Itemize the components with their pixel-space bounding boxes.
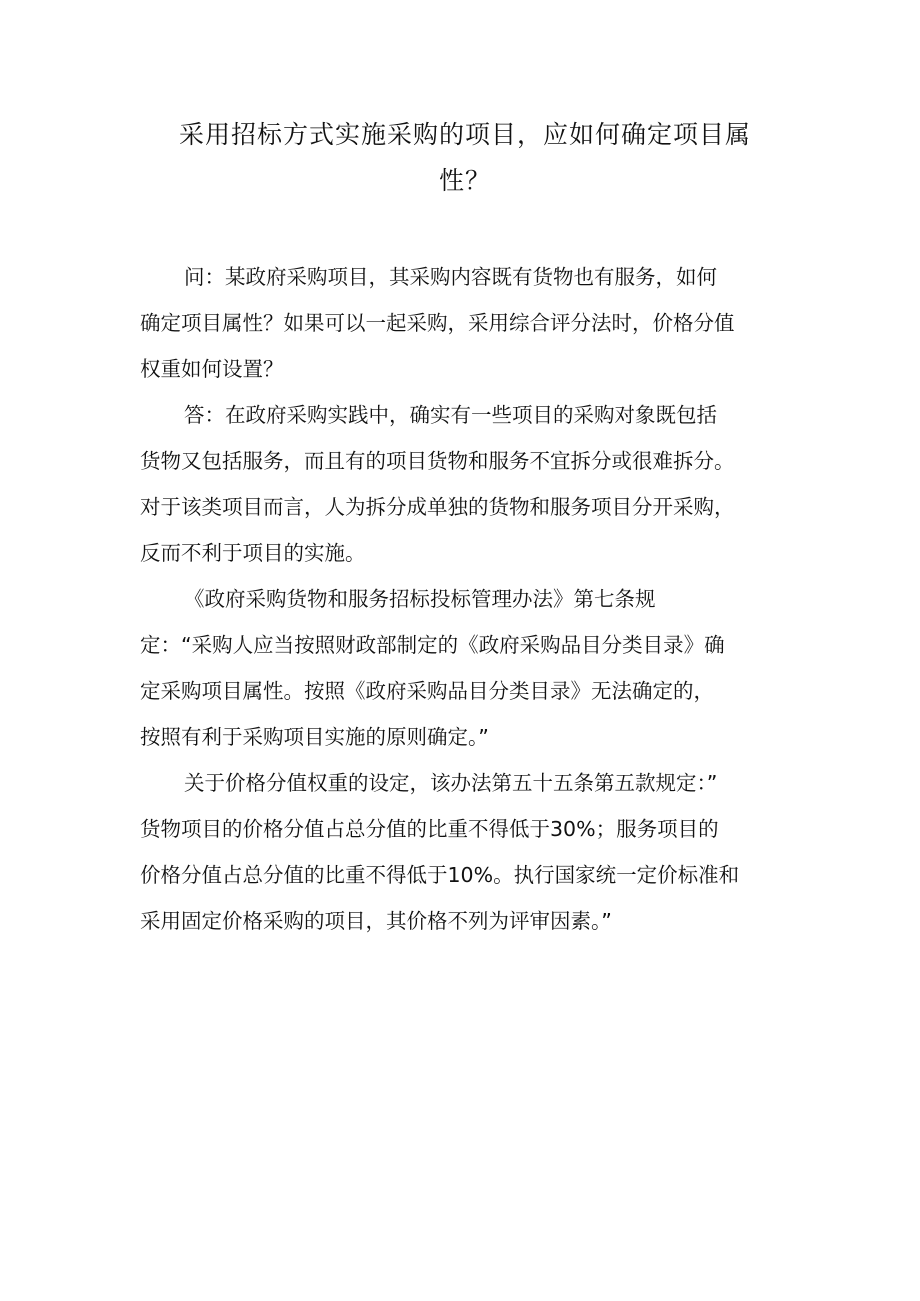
paragraph-line: 定采购项目属性。按照《政府采购品目分类目录》无法确定的，	[140, 679, 714, 703]
title-line-1: 采用招标方式实施采购的项目，应如何确定项目属	[178, 120, 751, 149]
document-title	[150, 112, 780, 204]
paragraph-line: 关于价格分值权重的设定，该办法第五十五条第五款规定：”	[184, 771, 718, 795]
regulation-paragraph	[140, 576, 804, 760]
title-line-2: 性？	[438, 166, 491, 195]
paragraph-line: 货物又包括服务，而且有的项目货物和服务不宜拆分或很难拆分。	[140, 449, 735, 473]
document-body	[140, 254, 804, 944]
paragraph-line: 问：某政府采购项目，其采购内容既有货物也有服务，如何	[184, 265, 717, 289]
paragraph-line: 采用固定价格采购的项目，其价格不列为评审因素。”	[140, 909, 612, 933]
price-weight-paragraph	[140, 760, 804, 944]
paragraph-line: 货物项目的价格分值占总分值的比重不得低于30%；服务项目的	[140, 817, 719, 841]
paragraph-line: 答：在政府采购实践中，确实有一些项目的采购对象既包括	[184, 403, 717, 427]
paragraph-line: 按照有利于采购项目实施的原则确定。”	[140, 725, 489, 749]
question-paragraph	[140, 254, 804, 392]
paragraph-line: 定：“采购人应当按照财政部制定的《政府采购品目分类目录》确	[140, 633, 725, 657]
paragraph-line: 确定项目属性？如果可以一起采购，采用综合评分法时，价格分值	[140, 311, 735, 335]
paragraph-line: 权重如何设置？	[140, 357, 284, 381]
paragraph-line: 《政府采购货物和服务招标投标管理办法》第七条规	[184, 587, 656, 611]
answer-paragraph	[140, 392, 804, 576]
paragraph-line: 价格分值占总分值的比重不得低于10%。执行国家统一定价标准和	[140, 863, 740, 887]
paragraph-line: 对于该类项目而言，人为拆分成单独的货物和服务项目分开采购，	[140, 495, 735, 519]
paragraph-line: 反而不利于项目的实施。	[140, 541, 366, 565]
